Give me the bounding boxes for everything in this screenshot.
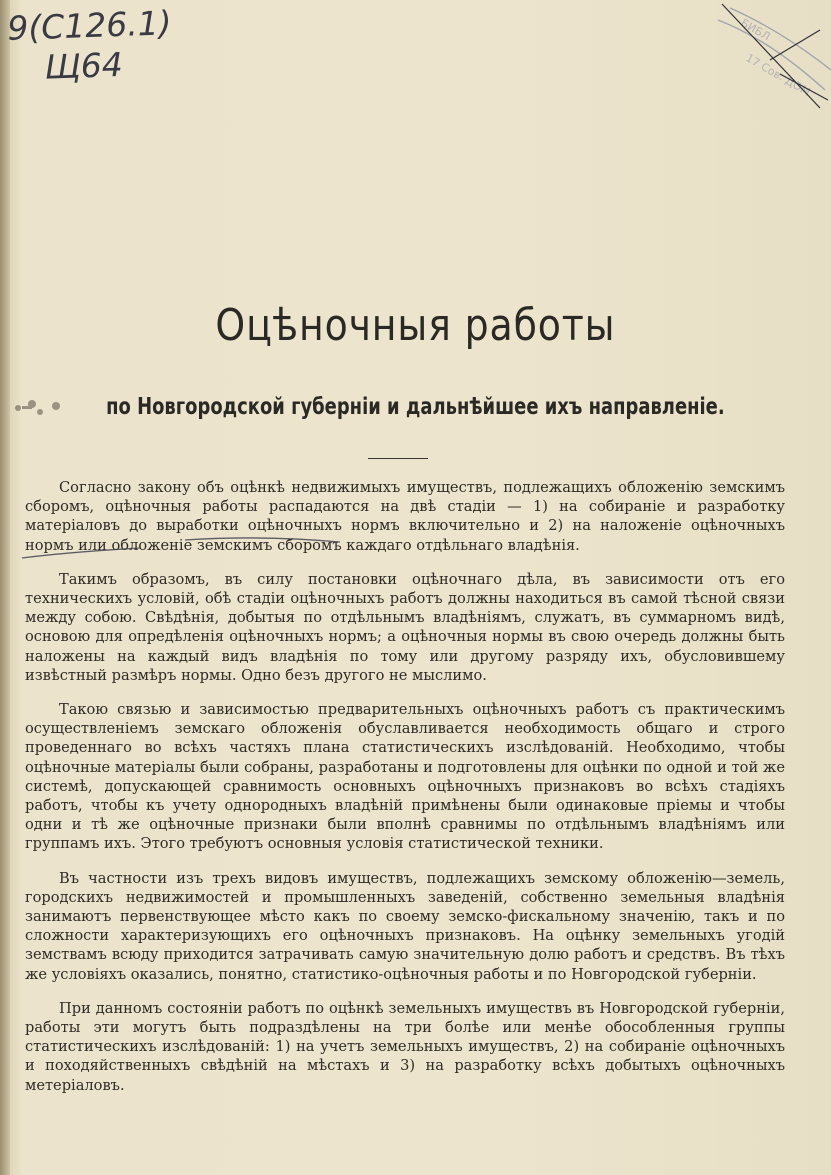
document-title: Оцѣночныя работы (215, 300, 616, 351)
body-text (25, 478, 785, 1110)
ink-smudge-icon (10, 392, 70, 422)
shelfmark-line-2: Щ64 (44, 44, 124, 87)
binding-edge (0, 0, 10, 1175)
document-subtitle: по Новгородской губерніи и дальнѣйшее ихъ направленіе. (106, 394, 725, 420)
svg-text:17 Сов. ДОМ: 17 Сов. ДОМ (743, 51, 813, 99)
paragraph-5: При данномъ состояніи работъ по оцѣнкѣ земельныхъ имуществъ въ Новгородской губерніи, работы эти могутъ быть подраздѣлены на три болѣе или менѣе обособленныя группы статистическихъ изслѣдованій: 1) на учетъ земельныхъ имуществъ, 2) на собираніе оцѣночныхъ и походяйственныхъ свѣдѣній на мѣстахъ и 3) на разработку всѣхъ добытыхъ оцѣночныхъ метеріаловъ. (25, 999, 785, 1094)
shelfmark-line-1: 9(С126.1) (6, 3, 173, 48)
handwritten-shelfmark (7, 3, 174, 89)
paragraph-1: Согласно закону объ оцѣнкѣ недвижимыхъ имуществъ, подлежащихъ обложенію земскимъ сборомъ, оцѣночныя работы распадаются на двѣ стадіи — 1) на собираніе и разработку матеріаловъ до выработки оцѣночныхъ нормъ включительно и 2) на наложеніе оцѣночныхъ нормъ или обложеніе земскимъ сборомъ каждаго отдѣльнаго владѣнія. (25, 479, 785, 554)
title-divider (368, 458, 428, 459)
paragraph-2: Такимъ образомъ, въ силу постановки оцѣночнаго дѣла, въ зависимости отъ его техническихъ условій, обѣ стадіи оцѣночныхъ работъ должны находиться въ самой тѣсной связи между собою. Свѣдѣнія, добытыя по отдѣльнымъ владѣніямъ, служатъ, въ суммарномъ видѣ, основою для опредѣленія оцѣночныхъ нормъ; а оцѣночныя нормы въ свою очередь должны быть наложены на каждый видъ владѣнія по тому или другому разряду ихъ, обусловившему извѣстный размѣръ нормы. Одно безъ другого не мыслимо. (25, 570, 785, 684)
library-stamp-icon (700, 0, 831, 120)
paragraph-3: Такою связью и зависимостью предварительныхъ оцѣночныхъ работъ съ практическимъ осуществленіемъ земскаго обложенія обуславливается необходимость общаго и строго проведеннаго во всѣхъ частяхъ плана статистическихъ изслѣдованій. Необходимо, чтобы оцѣночные матеріалы были собраны, разработаны и подготовлены для оцѣнки по одной и той же системѣ, допускающей сравнимость основныхъ оцѣночныхъ признаковъ во всѣхъ стадіяхъ работъ, чтобы къ учету однородныхъ владѣній примѣнены были одинаковые пріемы и чтобы одни и тѣ же оцѣночные признаки были вполнѣ сравнимы по отдѣльнымъ владѣніямъ или группамъ ихъ. Этого требуютъ основныя условія статистической техники. (25, 701, 785, 853)
svg-text:БИБЛ: БИБЛ (738, 16, 773, 44)
paragraph-4: Въ частности изъ трехъ видовъ имуществъ, подлежащихъ земскому обложенію—земель, городскихъ недвижимостей и промышленныхъ заведеній, собственно земельныя владѣнія занимаютъ первенствующее мѣсто какъ по своему земско-фискальному значенію, такъ и по сложности характеризующихъ его оцѣночныхъ признаковъ. На оцѣнку земельныхъ угодій земствамъ всюду приходится затрачивать самую значительную долю работъ и средствъ. Въ тѣхъ же условіяхъ оказались, понятно, статистико-оцѣночныя работы и по Новгородской губерніи. (25, 869, 785, 983)
